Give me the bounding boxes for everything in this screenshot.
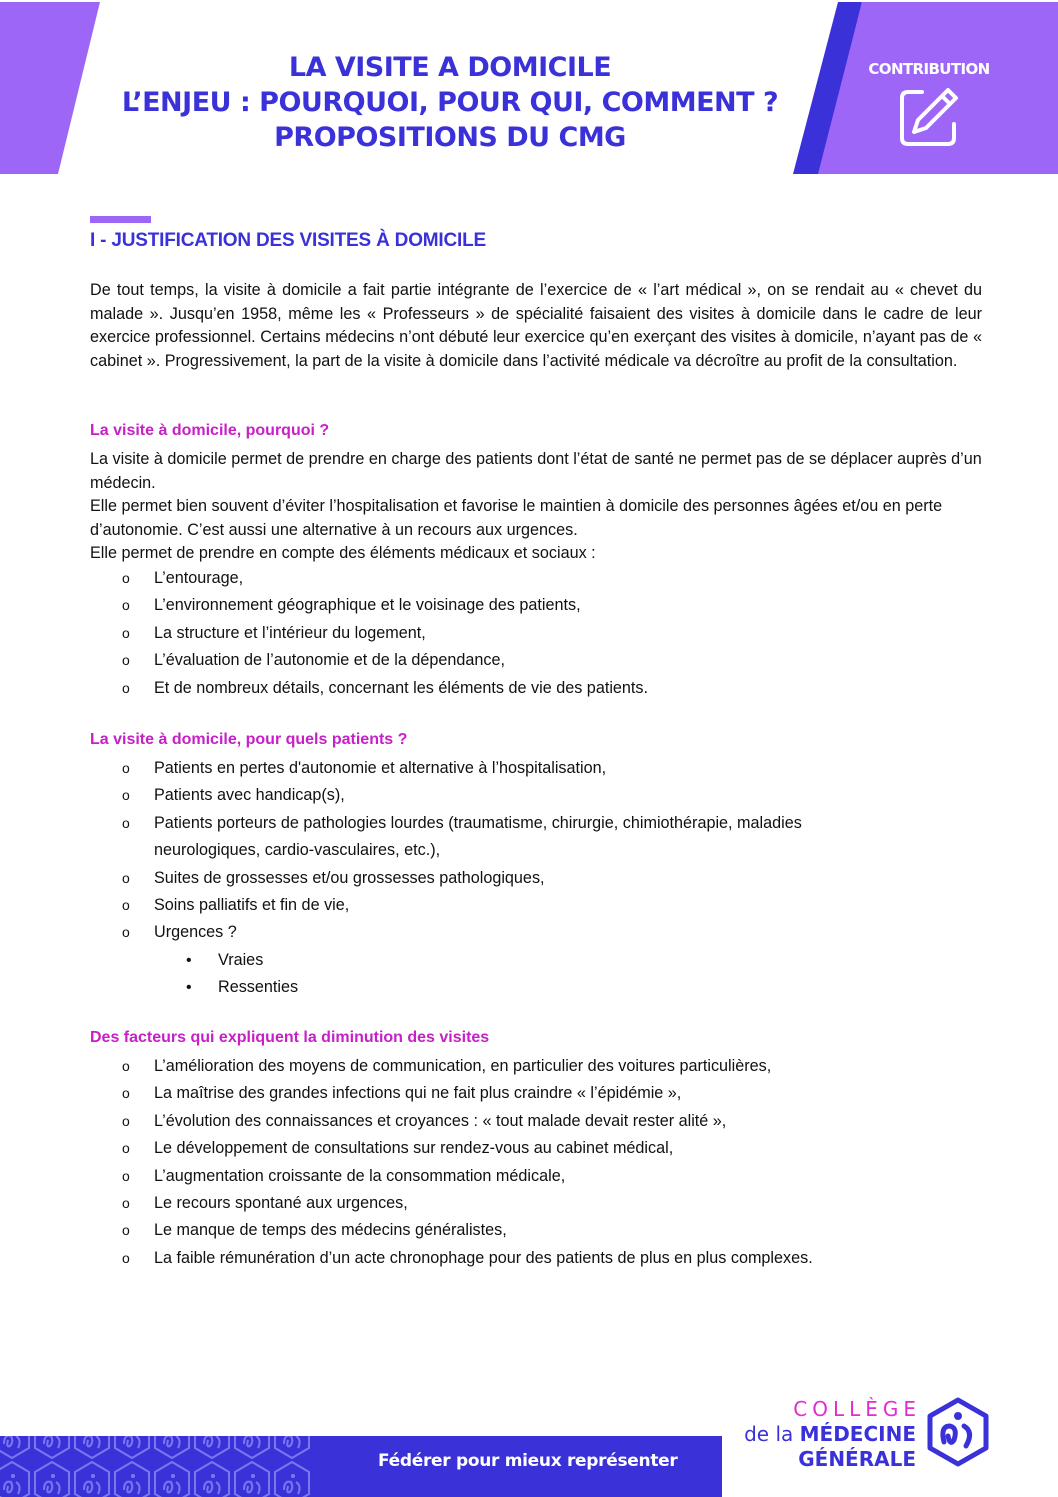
list-item: o L’évolution des connaissances et croyances : « tout malade devait rester alité », [90, 1108, 982, 1135]
circle-bullet-icon: o [122, 652, 130, 669]
list-item: o La structure et l’intérieur du logement, [90, 620, 982, 647]
pourquoi-paragraph-1: La visite à domicile permet de prendre en charge des patients dont l’état de santé ne permet pas de se déplacer auprès d’un médecin. [90, 450, 982, 492]
section-accent-bar [90, 216, 151, 223]
circle-bullet-icon: o [122, 1222, 130, 1239]
circle-bullet-icon: o [122, 1085, 130, 1102]
patients-list [90, 755, 910, 1002]
circle-bullet-icon: o [122, 1112, 130, 1129]
subheading-facteurs: Des facteurs qui expliquent la diminution des visites [90, 1029, 490, 1046]
circle-bullet-icon: o [122, 869, 130, 886]
list-item: o Patients porteurs de pathologies lourdes (traumatisme, chirurgie, chimiothérapie, maladies neurologiques, cardio-vasculaires, etc.), [90, 810, 910, 865]
circle-bullet-icon: o [122, 624, 130, 641]
circle-bullet-icon: o [122, 1058, 130, 1074]
hexagon-pattern-icon [0, 1436, 313, 1497]
pourquoi-list [90, 565, 982, 702]
cmg-logo-icon [926, 1396, 990, 1468]
list-item: o La maîtrise des grandes infections qui ne fait plus craindre « l’épidémie », [90, 1080, 982, 1107]
list-item: o Patients en pertes d'autonomie et alternative à l’hospitalisation, [90, 755, 910, 782]
logo-medecine: de la MÉDECINE [744, 1422, 916, 1446]
footer-slogan: Fédérer pour mieux représenter [378, 1451, 678, 1471]
circle-bullet-icon: o [122, 1140, 130, 1157]
list-item: o L’évaluation de l’autonomie et de la dépendance, [90, 647, 982, 674]
circle-bullet-icon: o [122, 787, 130, 804]
list-item: o Le développement de consultations sur rendez-vous au cabinet médical, [90, 1135, 982, 1162]
cmg-logo-text [740, 1396, 921, 1472]
sub-list-item: • Vraies [90, 947, 910, 974]
list-item: o L’augmentation croissante de la consommation médicale, [90, 1163, 982, 1190]
title-line-2: L’ENJEU : POURQUOI, POUR QUI, COMMENT ? [121, 87, 779, 118]
list-item: o Suites de grossesses et/ou grossesses pathologiques, [90, 865, 910, 892]
dot-bullet-icon: • [186, 979, 192, 997]
list-item: o L’amélioration des moyens de communication, en particulier des voitures particulières, [90, 1053, 982, 1080]
subheading-patients: La visite à domicile, pour quels patients ? [90, 731, 408, 748]
intro-paragraph: De tout temps, la visite à domicile a fait partie intégrante de l’exercice de « l’art médical », on se rendait au « chevet du malade ». Jusqu’en 1958, même les « Professeurs » de spécialité faisaient des visites à domicile dans le cadre de leur exercice professionnel. Certains médecins n’ont débuté leur exercice qu’en exerçant des visites à domicile, n’ayant pas de « cabinet ». Progressivement, la part de la visite à domicile dans l’activité médicale va décroître au profit de la consultation. [90, 281, 982, 370]
subheading-pourquoi: La visite à domicile, pourquoi ? [90, 422, 330, 439]
pourquoi-paragraph-2: Elle permet bien souvent d’éviter l’hospitalisation et favorise le maintien à domicile des personnes âgées et/ou en perte d’autonomie. C’est aussi une alternative à un recours aux urgences. [90, 497, 943, 539]
logo-college: COLLÈGE [793, 1397, 921, 1421]
facteurs-list [90, 1053, 982, 1272]
circle-bullet-icon: o [122, 924, 130, 941]
circle-bullet-icon: o [122, 597, 130, 614]
circle-bullet-icon: o [122, 760, 130, 776]
list-item: o Le manque de temps des médecins généralistes, [90, 1217, 982, 1244]
circle-bullet-icon: o [122, 1195, 130, 1212]
list-item: o La faible rémunération d’un acte chronophage pour des patients de plus en plus complexes. [90, 1245, 982, 1272]
edit-icon [896, 86, 960, 150]
footer-hexagon-pattern [0, 1436, 313, 1497]
logo-generale: GÉNÉRALE [798, 1447, 916, 1471]
list-item: o Urgences ? [90, 919, 910, 946]
dot-bullet-icon: • [186, 951, 192, 969]
list-item: o Patients avec handicap(s), [90, 782, 910, 809]
page-title [100, 50, 800, 155]
page-header [0, 0, 1058, 174]
circle-bullet-icon: o [122, 1167, 130, 1184]
circle-bullet-icon: o [122, 897, 130, 914]
list-item: o Et de nombreux détails, concernant les éléments de vie des patients. [90, 675, 982, 702]
circle-bullet-icon: o [122, 814, 130, 831]
section-title: I - JUSTIFICATION DES VISITES À DOMICILE [90, 230, 486, 251]
circle-bullet-icon: o [122, 679, 130, 696]
list-item: o L’entourage, [90, 565, 982, 592]
title-line-3: PROPOSITIONS DU CMG [274, 122, 626, 153]
circle-bullet-icon: o [122, 1249, 130, 1266]
sub-list-item: • Ressenties [90, 974, 910, 1001]
list-item: o L’environnement géographique et le voisinage des patients, [90, 592, 982, 619]
pourquoi-paragraph-3: Elle permet de prendre en compte des éléments médicaux et sociaux : [90, 544, 596, 562]
list-item: o Le recours spontané aux urgences, [90, 1190, 982, 1217]
title-line-1: LA VISITE A DOMICILE [288, 52, 612, 83]
list-item: o Soins palliatifs et fin de vie, [90, 892, 910, 919]
contribution-badge: CONTRIBUTION [868, 60, 990, 78]
circle-bullet-icon: o [122, 570, 130, 586]
